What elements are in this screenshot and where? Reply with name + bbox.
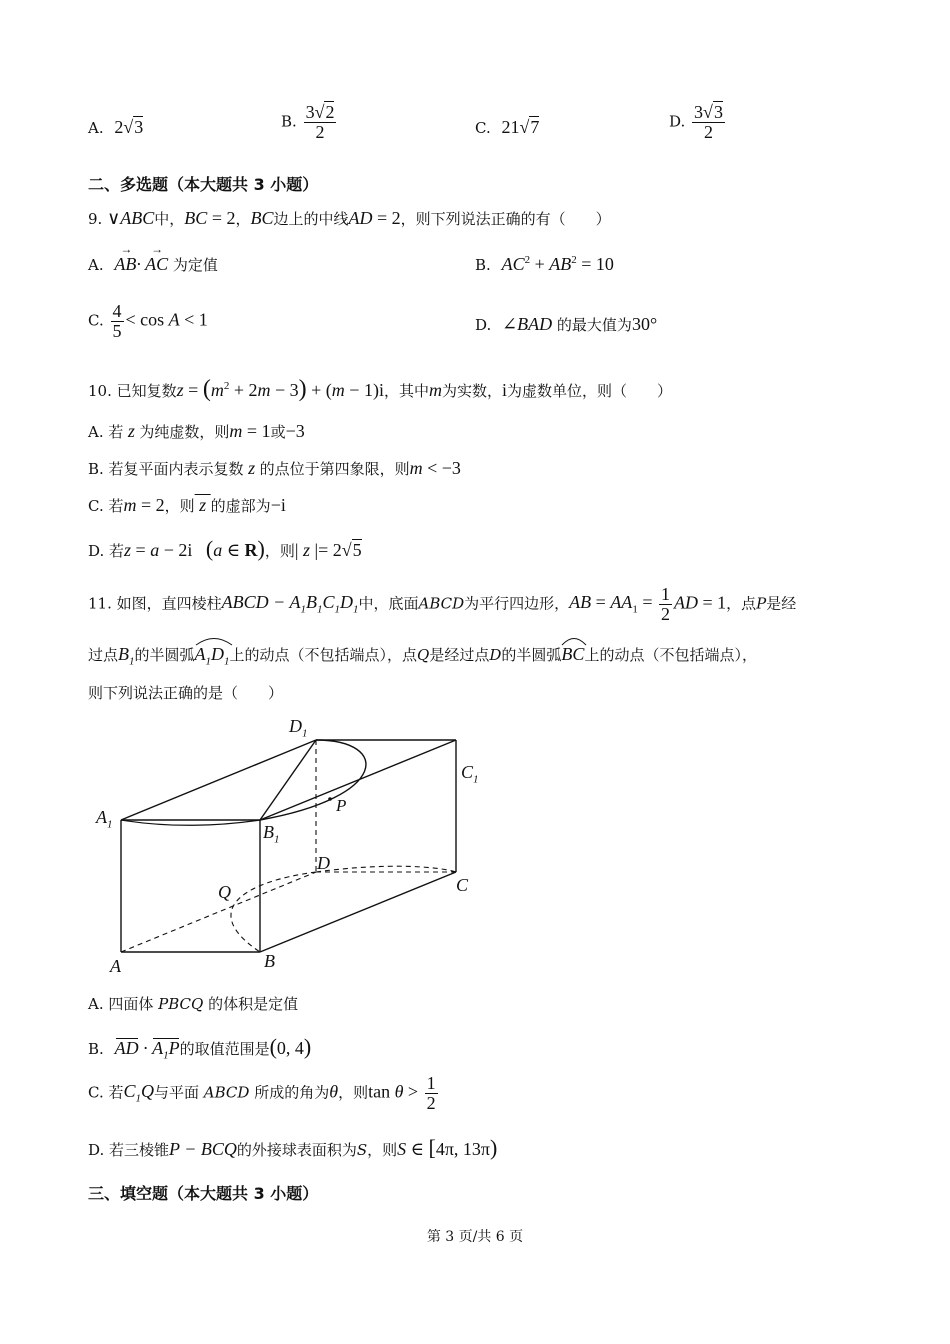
point-p [328,797,332,801]
edge-b-c [260,872,456,952]
option-label: D. [669,112,686,131]
q8-option-a: A. 2√3 [88,117,144,137]
label-p: P [336,796,347,815]
q8-option-d: D. $\frac{3√3}{2}$ [669,102,723,142]
page-footer: 第 3 页/共 6 页 [426,1229,524,1245]
hidden-arc-q [231,872,316,952]
q10-option-c: C. 若m = 2，则 z 的虚部为−i [88,495,286,515]
hidden-arc-dc [316,866,456,872]
q9-option-a: A. AB → · AC → 为定值 [88,242,218,274]
q10-option-a: A. 若 z 为纯虚数，则m = 1或−3 [88,421,305,441]
q11-option-a: A. 四面体 PBCQ 的体积是定值 [88,995,299,1013]
prism-figure [90,712,490,982]
q9-option-c: C. $\frac{4}{5}$ < cos A < 1 [88,301,208,341]
arc-a1-b1 [121,820,260,825]
q11-stem-line1: 11. 如图，直四棱柱ABCD − $A_1B_1C_1D_1$中，底面ABCD为平行四边形，AB = $AA_1$ = $\frac{1}{2}$ AD = 1，点P是经 [88,584,797,624]
q10-stem: 10. 已知复数$z = (m^2 + 2m - 3) + (m - 1)i$，其中m为实数，i为虚数单位，则（ ） [88,376,673,402]
q10-option-b: B. 若复平面内表示复数 z 的点位于第四象限，则m < −3 [88,458,461,478]
label-b1: $B_1$ [263,822,280,846]
label-d: D [317,853,330,873]
q9-option-b: B. $AC^2 + AB^2 = 10$ [475,254,614,274]
label-c: C [456,875,469,895]
q11-stem-line2: 过点$B_1$的半圆弧$A_1D_1$ 上的动点（不包括端点），点Q是经过点D的半圆弧BC 上的动点（不包括端点）， [88,638,757,668]
edge-c1-b1 [260,740,456,820]
q11-stem-line3: 则下列说法正确的是（ ） [88,684,284,702]
q9-option-d: D. ∠BAD 的最大值为30° [475,314,658,334]
q11-option-b: B. AD · $A_1P$的取值范围是(0, 4) [88,1034,312,1062]
label-b: B [264,951,275,971]
q8-option-c: C. 21√7 [475,117,540,137]
option-label: B. [281,112,297,131]
section-title-fill-blank: 三、填空题（本大题共 3 小题） [88,1184,319,1203]
section-title-multi-choice: 二、多选题（本大题共 3 小题） [88,175,319,194]
label-a1: $A_1$ [96,807,113,831]
q11-option-c: C. 若$C_1Q$与平面 ABCD 所成的角为θ，则tan θ > $\frac{1}{2}$ [88,1073,436,1113]
edge-a1-d1 [121,740,316,820]
option-label: A. [88,119,104,137]
arc-b1-semicircle [260,740,366,820]
q11-option-d: D. 若三棱锥P − BCQ的外接球表面积为S，则S ∈ [4π, 13π) [88,1135,498,1160]
label-c1: $C_1$ [461,762,479,786]
label-d1: $D_1$ [289,716,308,740]
q9-stem: 9. ∨ABC中，BC = 2，BC边上的中线AD = 2，则下列说法正确的有（ ） [88,208,611,228]
option-label: C. [475,119,491,137]
q10-option-d: D. 若z = a − 2i (a ∈ R)，则| z |= 2√5 [88,536,362,561]
q8-option-b: B. $\frac{3√2}{2}$ [281,102,335,142]
label-q: Q [218,882,231,902]
label-a: A [110,956,121,976]
